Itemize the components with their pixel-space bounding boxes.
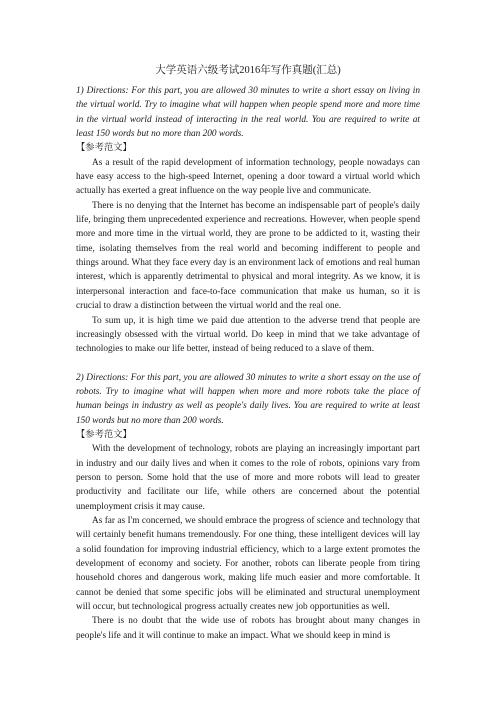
section-2-paragraph-2: As far as I'm concerned, we should embrace the progress of science and technology that will certainly benefit humans tremendously. For one thing, these intelligent devices will lay a solid foundation for improving industrial efficiency, which to a large extent promotes the development of economy and society. For another, robots can liberate people from tiring household chores and dangerous work, making life much easier and more comfortable. It cannot be denied that some specific jobs will be eliminated and structural unemployment will occur, but technological progress actually creates new job opportunities as well.	[76, 515, 420, 613]
section-1-paragraph-2: There is no denying that the Internet has become an indispensable part of people's daily life, bringing them unprecedented experience and recreations. However, when people spend more and more time in the virtual world, they are prone to be addicted to it, wasting their time, isolating themselves from the real world and becoming indifferent to people and things around. What they face every day is an environment lack of emotions and real human interest, which is apparently detrimental to physical and moral integrity. As we know, it is interpersonal interaction and face-to-face communication that make us human, so it is crucial to draw a distinction between the virtual world and the real one.	[76, 200, 420, 312]
document-content	[76, 64, 420, 643]
section-2-directions: 2) Directions: For this part, you are allowed 30 minutes to write a short essay on the use of robots. Try to imagine what will happen when more and more robots take the place of human beings in industry as well as people's daily lives. You are required to write at least 150 words but no more than 200 words.	[76, 372, 420, 426]
section-spacer	[76, 357, 420, 371]
section-2-paragraph-3: There is no doubt that the wide use of robots has brought about many changes in people's life and it will continue to make an impact. What we should keep in mind is	[76, 616, 420, 641]
section-1-reference-label: 【参考范文】	[76, 143, 132, 154]
section-1-paragraph-1: As a result of the rapid development of information technology, people nowadays can have easy access to the high-speed Internet, opening a door toward a virtual world which actually has exerted a great influence on the way people live and communicate.	[76, 157, 420, 197]
section-2-reference-label: 【参考范文】	[76, 429, 132, 440]
section-2	[76, 371, 420, 644]
section-1-directions: 1) Directions: For this part, you are allowed 30 minutes to write a short essay on living in the virtual world. Try to imagine what will happen when people spend more and more time in the virtual world instead of interacting in the real world. You are required to write at least 150 words but no more than 200 words.	[76, 86, 420, 140]
document-title: 大学英语六级考试2016年写作真题(汇总)	[155, 65, 341, 76]
section-2-paragraph-1: With the development of technology, robots are playing an increasingly important part in industry and our daily lives and when it comes to the role of robots, opinions vary from person to person. Some hold that the use of more and more robots will lead to greater productivity and facilitate our life, while others are concerned about the potential unemployment crisis it may cause.	[76, 444, 420, 512]
section-1	[76, 84, 420, 357]
section-1-paragraph-3: To sum up, it is high time we paid due attention to the adverse trend that people are increasingly obsessed with the virtual world. Do keep in mind that we take advantage of technologies to make our life better, instead of being reduced to a slave of them.	[76, 315, 420, 355]
